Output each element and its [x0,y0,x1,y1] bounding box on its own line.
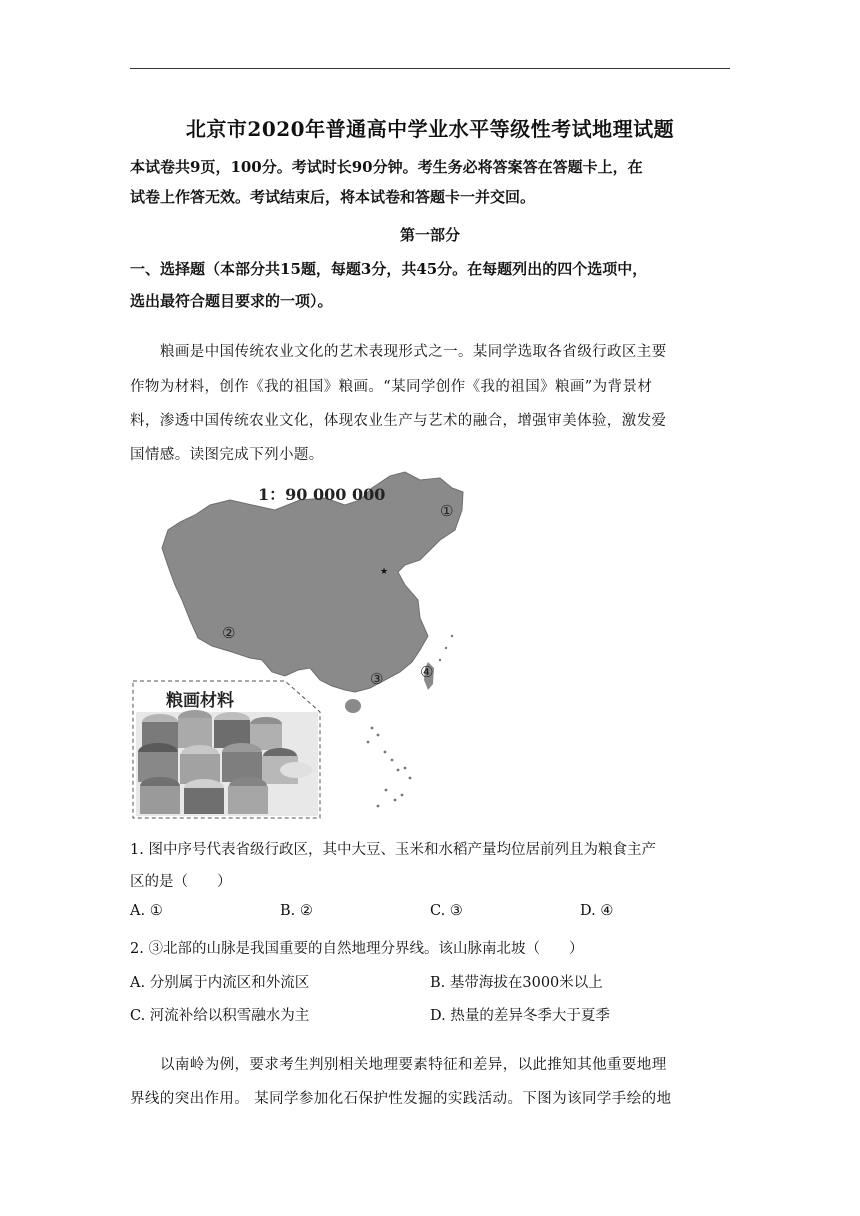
hainan-island-shape [345,699,361,713]
section-heading-line-2: 选出最符合题目要求的一项）。 [130,292,333,310]
marker-2: ② [222,624,236,642]
capital-star-icon: ★ [380,567,389,577]
passage1-line-1: 粮画是中国传统农业文化的艺术表现形式之一。某同学选取各省级行政区主要 [160,344,667,360]
inset-title: 粮画材料 [166,691,234,711]
map-scale-label: 1：90 000 000 [258,485,386,504]
grain-bags-illustration [136,710,318,816]
question1-option-c[interactable]: C. ③ [430,903,463,919]
marker-4: ④ [420,663,434,681]
marker-3: ③ [370,670,384,688]
instructions-line-1: 本试卷共9页，100分。考试时长90分钟。考生务必将答案答在答题卡上，在 [130,158,643,176]
instructions-line-2: 试卷上作答无效。考试结束后，将本试卷和答题卡一并交回。 [130,188,536,206]
passage1-line-3: 料，渗透中国传统农业文化，体现农业生产与艺术的融合，增强审美体验，激发爱 [130,413,667,429]
passage2-line-1: 以南岭为例，要求考生判别相关地理要素特征和差异，以此推知其他重要地理 [160,1057,667,1073]
passage1-line-4: 国情感。读图完成下列小题。 [130,447,324,463]
page-title: 北京市2020年普通高中学业水平等级性考试地理试题 [185,117,675,141]
question2-option-b[interactable]: B. 基带海拔在3000米以上 [430,975,603,991]
passage1-line-2: 作物为材料，创作《我的祖国》粮画。“某同学创作《我的祖国》粮画”为背景材 [130,379,653,395]
question1-stem-line-1: 1. 图中序号代表省级行政区，其中大豆、玉米和水稻产量均位居前列且为粮食主产 [130,842,656,858]
question2-stem: 2. ③北部的山脉是我国重要的自然地理分界线。该山脉南北坡（ ） [130,941,584,957]
section-heading-line-1: 一、选择题（本部分共15题，每题3分，共45分。在每题列出的四个选项中， [130,260,648,278]
question1-option-d[interactable]: D. ④ [580,903,614,919]
china-mainland-shape [162,472,463,692]
passage2-line-2: 界线的突出作用。 某同学参加化石保护性发掘的实践活动。下图为该同学手绘的地 [130,1091,672,1107]
question1-stem-line-2: 区的是（ ） [130,874,232,890]
question2-option-d[interactable]: D. 热量的差异冬季大于夏季 [430,1008,610,1024]
marker-1: ① [440,502,454,520]
question1-option-a[interactable]: A. ① [130,903,163,919]
question2-option-c[interactable]: C. 河流补给以积雪融水为主 [130,1008,310,1024]
question2-option-a[interactable]: A. 分别属于内流区和外流区 [130,975,310,991]
part-heading: 第一部分 [399,226,460,244]
question1-option-b[interactable]: B. ② [280,903,313,919]
